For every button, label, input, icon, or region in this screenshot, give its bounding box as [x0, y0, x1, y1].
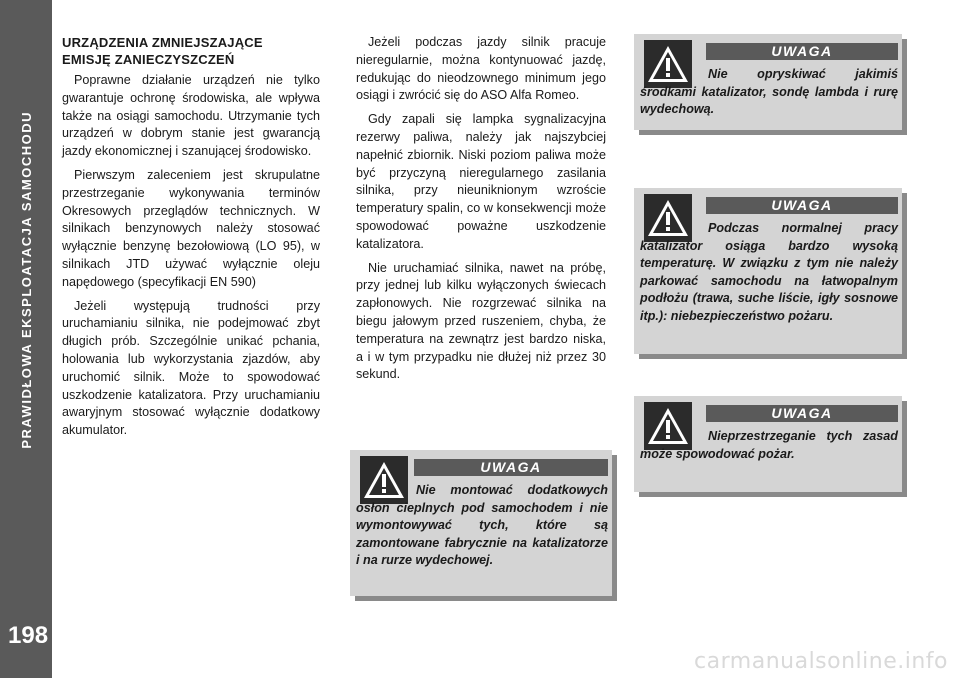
warning-text: Nieprzestrzeganie tych zasad może spowodować pożar.: [640, 429, 898, 461]
warning-text: Podczas normalnej pracy katalizator osiąga bardzo wysoką temperaturę. W związku z tym nie należy parkować samochodu na łatwopalnym podłożu (trawa, suche liście, igły sosnowe itp.): niebezpieczeństwo pożaru.: [640, 221, 898, 323]
text-column-middle: [356, 34, 606, 390]
warning-label: UWAGA: [414, 459, 608, 476]
section-heading: [62, 34, 320, 68]
warning-box: [634, 396, 902, 492]
warning-text: Nie montować dodatkowych osłon cieplnych pod samochodem i nie wymontowywać tych, które są zamontowane fabrycznie na katalizatorze i na rurze wydechowej.: [356, 483, 608, 567]
page-number: 198: [8, 622, 49, 649]
paragraph: Gdy zapali się lampka sygnalizacyjna rezerwy paliwa, należy jak najszybciej napełnić zbiornik. Niski poziom paliwa może być przyczyną nieregularnego zasilania silnika, przy nieuniknionym wzroście temperatury spalin, co w konsekwencji może spowodować poważne uszkodzenie katalizatora.: [356, 112, 606, 251]
section-title-vertical: [0, 0, 52, 560]
sidebar: [0, 0, 52, 678]
warning-label: UWAGA: [706, 43, 898, 60]
warning-box: [634, 34, 902, 130]
paragraph: Jeżeli podczas jazdy silnik pracuje nieregularnie, można kontynuować jazdę, redukując do nieodzownego minimum jego osiągi i zwrócić się do ASO Alfa Romeo.: [356, 35, 606, 103]
heading-line-2: EMISJĘ ZANIECZYSZCZEŃ: [62, 52, 235, 67]
warning-label: UWAGA: [706, 405, 898, 422]
paragraph: Jeżeli występują trudności przy uruchamianiu silnika, nie podejmować zbyt długich prób. Szczególnie unikać pchania, holowania lub wykorzystania zjazdów, aby uruchomić silnik. Może to spowodować uszkodzenie katalizatora. Przy uruchamianiu awaryjnym stosować wyłącznie dodatkowy akumulator.: [62, 298, 320, 438]
section-title: PRAWIDŁOWA EKSPLOATACJA SAMOCHODU: [18, 111, 34, 449]
paragraph: Poprawne działanie urządzeń nie tylko gwarantuje ochronę środowiska, ale wpływa także na osiągi samochodu. Utrzymanie tych urządzeń w dobrym stanie jest gwarancją jazdy ekonomicznej i szanującej środowisko.: [62, 73, 320, 159]
text-column-left: [62, 34, 320, 446]
paragraph: Pierwszym zaleceniem jest skrupulatne przestrzeganie wykonywania terminów Okresowych przeglądów technicznych. W silnikach benzynowych należy stosować wyłącznie benzynę bezołowiową (LO 95), w silnikach JTD używać wyłącznie oleju napędowego (specyfikacji EN 590): [62, 167, 320, 289]
warning-box: [634, 188, 902, 354]
heading-line-1: URZĄDZENIA ZMNIEJSZAJĄCE: [62, 35, 263, 50]
warning-label: UWAGA: [706, 197, 898, 214]
warning-text: Nie opryskiwać jakimiś środkami katalizator, sondę lambda i rurę wydechową.: [640, 67, 898, 116]
paragraph: Nie uruchamiać silnika, nawet na próbę, przy jednej lub kilku wyłączonych świecach zapłonowych. Nie rozgrzewać silnika na biegu jałowym przed ruszeniem, chyba, że temperatura na zewnątrz jest bardzo niska, a i w tym przypadku nie dłużej niż przez 30 sekund.: [356, 260, 606, 382]
warning-box: [350, 450, 612, 596]
watermark: carmanualsonline.info: [694, 649, 948, 674]
